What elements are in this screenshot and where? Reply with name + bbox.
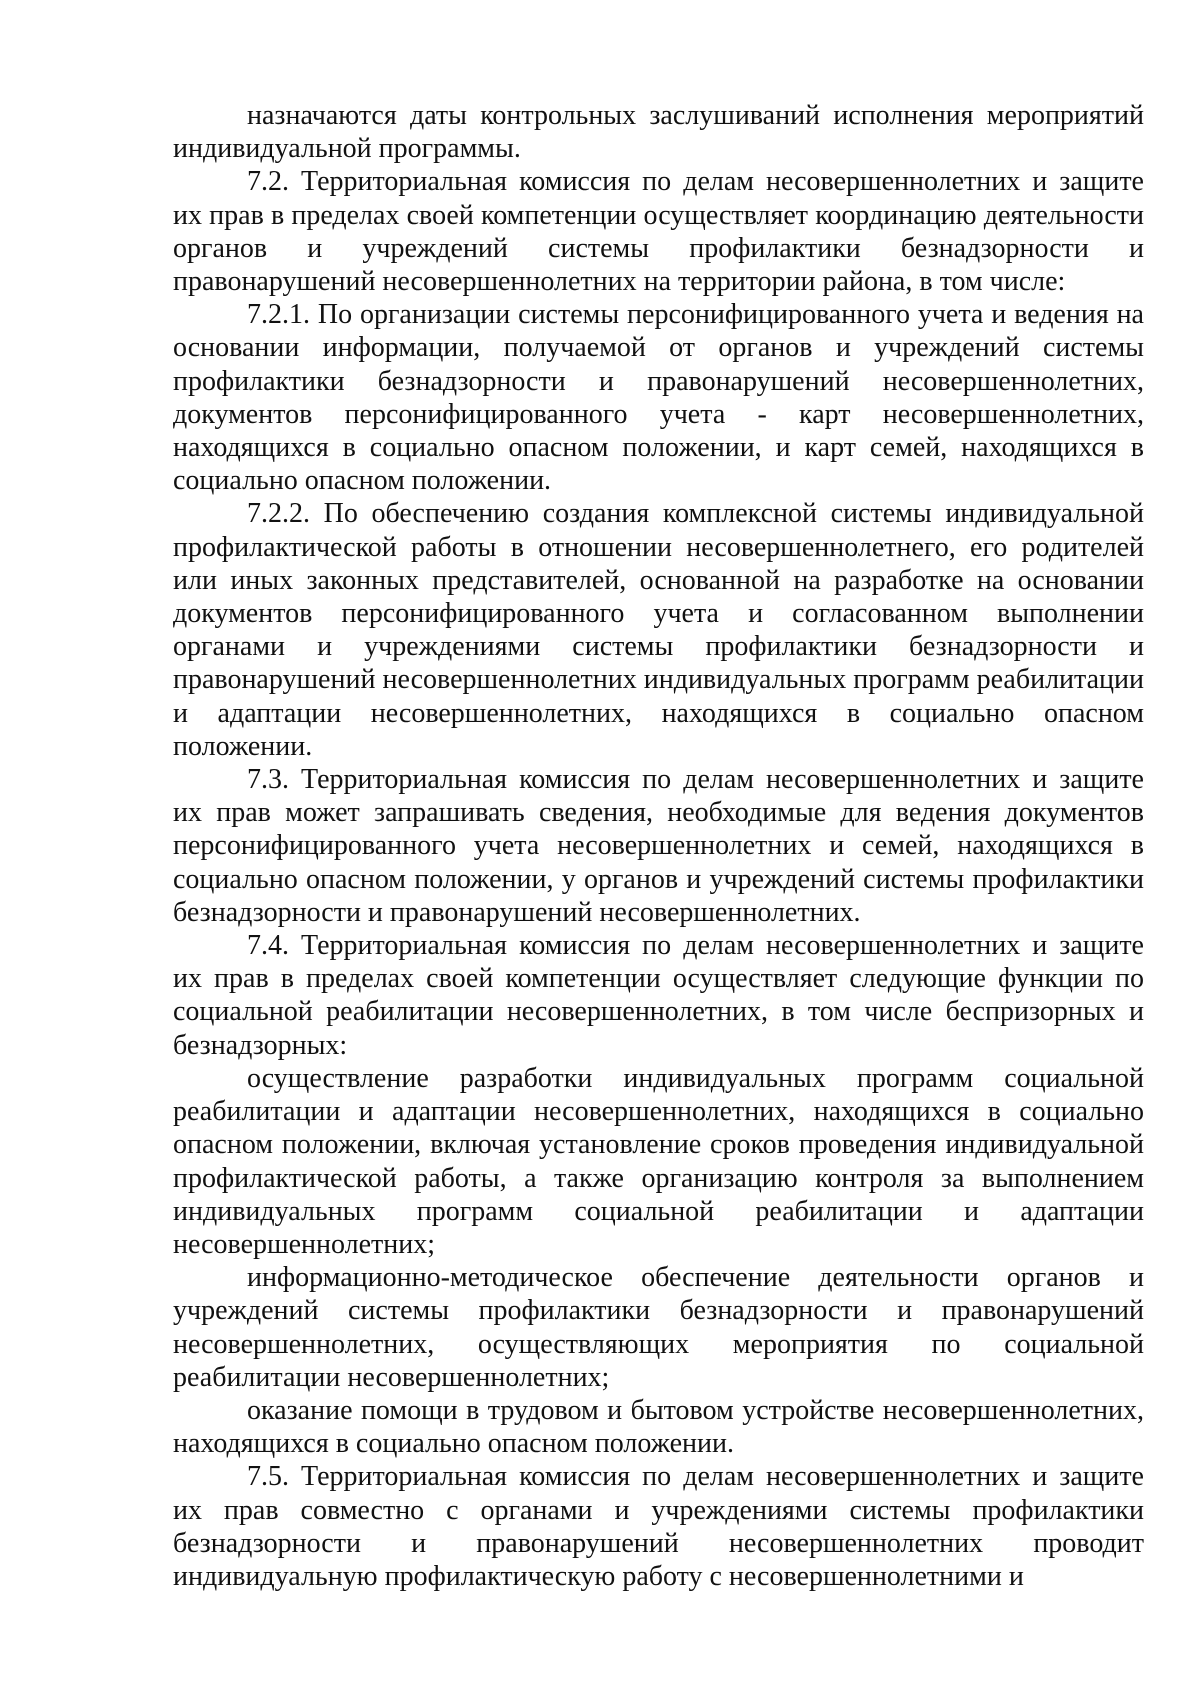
paragraph-7-2-1: 7.2.1. По организации системы персонифицированного учета и ведения на основании информации, получаемой от органов и учреждений системы профилактики безнадзорности и правонарушений несовершеннолетних, документов персонифицированного учета - карт несовершеннолетних, находящихся в социально опасном положении, и карт семей, находящихся в социально опасном положении. [173,299,1144,497]
paragraph-7-2: 7.2. Территориальная комиссия по делам несовершеннолетних и защите их прав в пределах своей компетенции осуществляет координацию деятельности органов и учреждений системы профилактики безнадзорности и правонарушений несовершеннолетних на территории района, в том числе: [173,166,1144,298]
document-page [173,99,1144,1593]
paragraph-7-4-item-1: осуществление разработки индивидуальных программ социальной реабилитации и адаптации несовершеннолетних, находящихся в социально опасном положении, включая установление сроков проведения индивидуальной профилактической работы, а также организацию контроля за выполнением индивидуальных программ социальной реабилитации и адаптации несовершеннолетних; [173,1062,1144,1260]
paragraph-7-4: 7.4. Территориальная комиссия по делам несовершеннолетних и защите их прав в пределах своей компетенции осуществляет следующие функции по социальной реабилитации несовершеннолетних, в том числе беспризорных и безнадзорных: [173,930,1144,1061]
paragraph-7-4-item-3: оказание помощи в трудовом и бытовом устройстве несовершеннолетних, находящихся в социально опасном положении. [173,1394,1144,1460]
paragraph-7-5: 7.5. Территориальная комиссия по делам несовершеннолетних и защите их прав совместно с органами и учреждениями системы профилактики безнадзорности и правонарушений несовершеннолетних проводит индивидуальную профилактическую работу с несовершеннолетними и [173,1461,1144,1592]
paragraph-7-4-item-2: информационно-методическое обеспечение деятельности органов и учреждений системы профилактики безнадзорности и правонарушений несовершеннолетних, осуществляющих мероприятия по социальной реабилитации несовершеннолетних; [173,1262,1144,1393]
paragraph-7-2-2: 7.2.2. По обеспечению создания комплексной системы индивидуальной профилактической работы в отношении несовершеннолетнего, его родителей или иных законных представителей, основанной на разработке на основании документов персонифицированного учета и согласованном выполнении органами и учреждениями системы профилактики безнадзорности и правонарушений несовершеннолетних индивидуальных программ реабилитации и адаптации несовершеннолетних, находящихся в социально опасном положении. [173,498,1144,762]
paragraph-continuation: назначаются даты контрольных заслушиваний исполнения мероприятий индивидуальной программы. [173,100,1144,165]
paragraph-7-3: 7.3. Территориальная комиссия по делам несовершеннолетних и защите их прав может запрашивать сведения, необходимые для ведения документов персонифицированного учета несовершеннолетних и семей, находящихся в социально опасном положении, у органов и учреждений системы профилактики безнадзорности и правонарушений несовершеннолетних. [173,764,1144,928]
